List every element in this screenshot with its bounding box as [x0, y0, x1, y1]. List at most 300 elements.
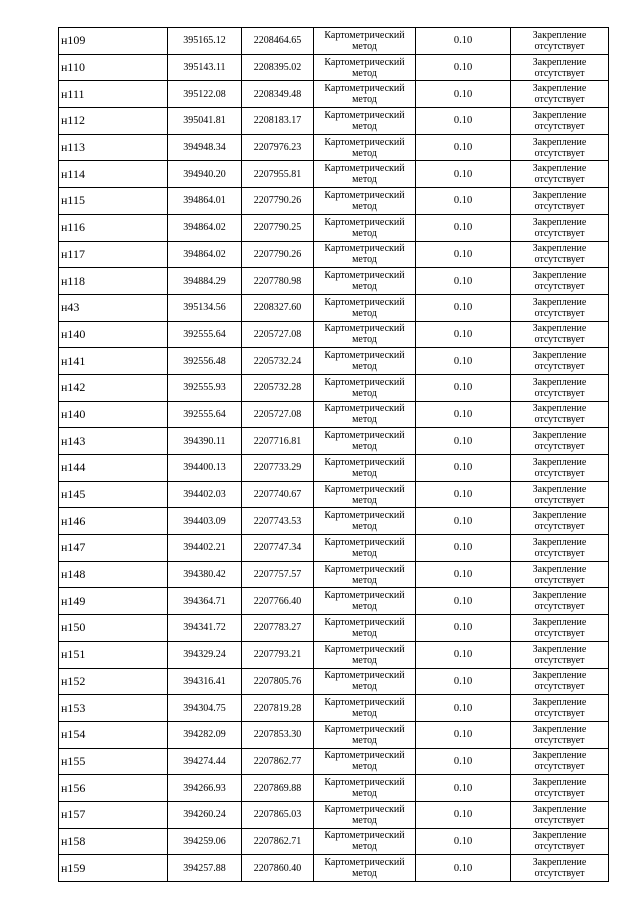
x-coordinate-cell: 394403.09 — [168, 508, 242, 535]
method-cell — [314, 588, 416, 615]
point-name-cell: н158 — [59, 828, 168, 855]
point-name-cell: н118 — [59, 268, 168, 295]
accuracy-cell: 0.10 — [416, 801, 511, 828]
x-coordinate-cell: 394940.20 — [168, 161, 242, 188]
method-cell — [314, 241, 416, 268]
method-line1: Картометрический — [324, 510, 405, 522]
method-line1: Картометрический — [324, 536, 405, 548]
x-coordinate-cell: 394884.29 — [168, 268, 242, 295]
accuracy-cell: 0.10 — [416, 81, 511, 108]
x-coordinate-cell: 394282.09 — [168, 721, 242, 748]
accuracy-cell: 0.10 — [416, 561, 511, 588]
method-cell — [314, 748, 416, 775]
accuracy-cell: 0.10 — [416, 588, 511, 615]
fixing-line1: Закрепление — [532, 723, 587, 735]
method-cell — [314, 134, 416, 161]
accuracy-cell: 0.10 — [416, 535, 511, 562]
x-coordinate-cell: 394400.13 — [168, 455, 242, 482]
table-row — [59, 481, 609, 508]
method-line2: метод — [352, 761, 377, 773]
table-row — [59, 695, 609, 722]
point-name-cell: н157 — [59, 801, 168, 828]
fixing-line1: Закрепление — [532, 376, 587, 388]
fixing-line2: отсутствует — [534, 788, 585, 800]
x-coordinate-cell: 394380.42 — [168, 561, 242, 588]
point-name-cell: н117 — [59, 241, 168, 268]
method-cell — [314, 775, 416, 802]
table-row — [59, 668, 609, 695]
accuracy-cell: 0.10 — [416, 828, 511, 855]
point-name-cell: н146 — [59, 508, 168, 535]
x-coordinate-cell: 395122.08 — [168, 81, 242, 108]
y-coordinate-cell: 2208183.17 — [242, 108, 314, 135]
table-body — [59, 28, 609, 882]
fixing-line1: Закрепление — [532, 163, 587, 175]
method-line1: Картометрический — [324, 189, 405, 201]
y-coordinate-cell: 2207869.88 — [242, 775, 314, 802]
y-coordinate-cell: 2207793.21 — [242, 641, 314, 668]
method-line1: Картометрический — [324, 163, 405, 175]
table-row — [59, 134, 609, 161]
y-coordinate-cell: 2207740.67 — [242, 481, 314, 508]
point-name-cell: н143 — [59, 428, 168, 455]
table-row — [59, 748, 609, 775]
x-coordinate-cell: 394402.21 — [168, 535, 242, 562]
x-coordinate-cell: 395165.12 — [168, 28, 242, 55]
method-line1: Картометрический — [324, 830, 405, 842]
fixing-cell — [511, 28, 609, 55]
x-coordinate-cell: 392555.64 — [168, 401, 242, 428]
method-line2: метод — [352, 868, 377, 880]
fixing-line2: отсутствует — [534, 227, 585, 239]
y-coordinate-cell: 2205727.08 — [242, 401, 314, 428]
method-cell — [314, 721, 416, 748]
fixing-line2: отсутствует — [534, 761, 585, 773]
table-row — [59, 54, 609, 81]
fixing-cell — [511, 401, 609, 428]
method-line2: метод — [352, 281, 377, 293]
method-line1: Картометрический — [324, 350, 405, 362]
point-name-cell: н114 — [59, 161, 168, 188]
fixing-line2: отсутствует — [534, 681, 585, 693]
table-row — [59, 348, 609, 375]
fixing-line2: отсутствует — [534, 494, 585, 506]
fixing-line1: Закрепление — [532, 510, 587, 522]
fixing-line1: Закрепление — [532, 83, 587, 95]
method-line2: метод — [352, 494, 377, 506]
x-coordinate-cell: 395041.81 — [168, 108, 242, 135]
fixing-cell — [511, 348, 609, 375]
table-row — [59, 401, 609, 428]
fixing-line1: Закрепление — [532, 456, 587, 468]
fixing-line1: Закрепление — [532, 670, 587, 682]
method-cell — [314, 535, 416, 562]
point-name-cell: н151 — [59, 641, 168, 668]
x-coordinate-cell: 394274.44 — [168, 748, 242, 775]
point-name-cell: н142 — [59, 374, 168, 401]
fixing-line2: отсутствует — [534, 67, 585, 79]
method-cell — [314, 455, 416, 482]
x-coordinate-cell: 394266.93 — [168, 775, 242, 802]
fixing-line1: Закрепление — [532, 697, 587, 709]
x-coordinate-cell: 392555.64 — [168, 321, 242, 348]
accuracy-cell: 0.10 — [416, 615, 511, 642]
method-line1: Картометрический — [324, 323, 405, 335]
method-line2: метод — [352, 227, 377, 239]
method-cell — [314, 428, 416, 455]
y-coordinate-cell: 2207853.30 — [242, 721, 314, 748]
x-coordinate-cell: 394316.41 — [168, 668, 242, 695]
table-row — [59, 294, 609, 321]
point-name-cell: н115 — [59, 188, 168, 215]
method-line1: Картометрический — [324, 697, 405, 709]
method-line2: метод — [352, 334, 377, 346]
method-cell — [314, 214, 416, 241]
method-cell — [314, 668, 416, 695]
x-coordinate-cell: 394259.06 — [168, 828, 242, 855]
y-coordinate-cell: 2205732.28 — [242, 374, 314, 401]
fixing-line1: Закрепление — [532, 803, 587, 815]
table-row — [59, 775, 609, 802]
method-line2: метод — [352, 307, 377, 319]
fixing-line2: отсутствует — [534, 654, 585, 666]
fixing-line2: отсутствует — [534, 547, 585, 559]
x-coordinate-cell: 394341.72 — [168, 615, 242, 642]
method-line2: метод — [352, 147, 377, 159]
table-row — [59, 161, 609, 188]
accuracy-cell: 0.10 — [416, 241, 511, 268]
fixing-line2: отсутствует — [534, 387, 585, 399]
method-line2: метод — [352, 200, 377, 212]
table-row — [59, 428, 609, 455]
method-cell — [314, 374, 416, 401]
fixing-line2: отсутствует — [534, 627, 585, 639]
method-line2: метод — [352, 841, 377, 853]
method-line1: Картометрический — [324, 376, 405, 388]
fixing-cell — [511, 268, 609, 295]
method-line1: Картометрический — [324, 56, 405, 68]
point-name-cell: н43 — [59, 294, 168, 321]
x-coordinate-cell: 394948.34 — [168, 134, 242, 161]
method-line2: метод — [352, 601, 377, 613]
fixing-cell — [511, 134, 609, 161]
y-coordinate-cell: 2207862.71 — [242, 828, 314, 855]
fixing-line2: отсутствует — [534, 281, 585, 293]
fixing-line2: отсутствует — [534, 601, 585, 613]
fixing-line1: Закрепление — [532, 643, 587, 655]
method-cell — [314, 28, 416, 55]
accuracy-cell: 0.10 — [416, 401, 511, 428]
accuracy-cell: 0.10 — [416, 668, 511, 695]
accuracy-cell: 0.10 — [416, 855, 511, 882]
y-coordinate-cell: 2207780.98 — [242, 268, 314, 295]
fixing-line2: отсутствует — [534, 841, 585, 853]
y-coordinate-cell: 2207790.26 — [242, 241, 314, 268]
point-name-cell: н149 — [59, 588, 168, 615]
fixing-cell — [511, 828, 609, 855]
point-name-cell: н154 — [59, 721, 168, 748]
y-coordinate-cell: 2207805.76 — [242, 668, 314, 695]
fixing-line2: отсутствует — [534, 254, 585, 266]
method-line1: Картометрический — [324, 430, 405, 442]
table-row — [59, 81, 609, 108]
method-cell — [314, 401, 416, 428]
method-cell — [314, 161, 416, 188]
fixing-line1: Закрепление — [532, 857, 587, 869]
fixing-cell — [511, 801, 609, 828]
y-coordinate-cell: 2208395.02 — [242, 54, 314, 81]
fixing-cell — [511, 695, 609, 722]
table-row — [59, 561, 609, 588]
accuracy-cell: 0.10 — [416, 481, 511, 508]
accuracy-cell: 0.10 — [416, 188, 511, 215]
y-coordinate-cell: 2207862.77 — [242, 748, 314, 775]
fixing-cell — [511, 81, 609, 108]
accuracy-cell: 0.10 — [416, 348, 511, 375]
method-line2: метод — [352, 174, 377, 186]
table-row — [59, 641, 609, 668]
table-row — [59, 321, 609, 348]
fixing-line2: отсутствует — [534, 521, 585, 533]
y-coordinate-cell: 2207747.34 — [242, 535, 314, 562]
fixing-cell — [511, 641, 609, 668]
fixing-line2: отсутствует — [534, 734, 585, 746]
accuracy-cell: 0.10 — [416, 161, 511, 188]
coordinates-table — [58, 27, 609, 882]
method-line2: метод — [352, 94, 377, 106]
y-coordinate-cell: 2207716.81 — [242, 428, 314, 455]
point-name-cell: н153 — [59, 695, 168, 722]
table-row — [59, 535, 609, 562]
point-name-cell: н116 — [59, 214, 168, 241]
fixing-line2: отсутствует — [534, 120, 585, 132]
point-name-cell: н155 — [59, 748, 168, 775]
fixing-line1: Закрепление — [532, 136, 587, 148]
fixing-cell — [511, 188, 609, 215]
fixing-line1: Закрепление — [532, 350, 587, 362]
fixing-line1: Закрепление — [532, 536, 587, 548]
accuracy-cell: 0.10 — [416, 214, 511, 241]
point-name-cell: н147 — [59, 535, 168, 562]
fixing-line1: Закрепление — [532, 777, 587, 789]
method-line2: метод — [352, 547, 377, 559]
fixing-cell — [511, 668, 609, 695]
point-name-cell: н145 — [59, 481, 168, 508]
method-line2: метод — [352, 120, 377, 132]
table-row — [59, 588, 609, 615]
fixing-line1: Закрепление — [532, 296, 587, 308]
fixing-cell — [511, 294, 609, 321]
table-row — [59, 801, 609, 828]
method-line1: Картометрический — [324, 136, 405, 148]
method-line2: метод — [352, 788, 377, 800]
accuracy-cell: 0.10 — [416, 134, 511, 161]
method-line1: Картометрический — [324, 643, 405, 655]
fixing-line2: отсутствует — [534, 708, 585, 720]
fixing-line2: отсутствует — [534, 868, 585, 880]
point-name-cell: н113 — [59, 134, 168, 161]
method-line1: Картометрический — [324, 456, 405, 468]
fixing-cell — [511, 775, 609, 802]
method-cell — [314, 508, 416, 535]
fixing-cell — [511, 455, 609, 482]
method-cell — [314, 108, 416, 135]
table-row — [59, 855, 609, 882]
method-line1: Картометрический — [324, 723, 405, 735]
y-coordinate-cell: 2207860.40 — [242, 855, 314, 882]
method-line2: метод — [352, 467, 377, 479]
accuracy-cell: 0.10 — [416, 455, 511, 482]
method-line1: Картометрический — [324, 403, 405, 415]
fixing-line1: Закрепление — [532, 323, 587, 335]
method-cell — [314, 54, 416, 81]
x-coordinate-cell: 394390.11 — [168, 428, 242, 455]
x-coordinate-cell: 394864.02 — [168, 214, 242, 241]
method-line2: метод — [352, 654, 377, 666]
fixing-line2: отсутствует — [534, 574, 585, 586]
method-line2: метод — [352, 521, 377, 533]
method-line1: Картометрический — [324, 270, 405, 282]
accuracy-cell: 0.10 — [416, 721, 511, 748]
y-coordinate-cell: 2205727.08 — [242, 321, 314, 348]
fixing-cell — [511, 855, 609, 882]
method-line1: Картометрический — [324, 590, 405, 602]
fixing-line1: Закрепление — [532, 189, 587, 201]
method-cell — [314, 695, 416, 722]
point-name-cell: н140 — [59, 401, 168, 428]
fixing-line1: Закрепление — [532, 590, 587, 602]
table-row — [59, 508, 609, 535]
fixing-line1: Закрепление — [532, 243, 587, 255]
fixing-line2: отсутствует — [534, 94, 585, 106]
table-row — [59, 615, 609, 642]
y-coordinate-cell: 2208464.65 — [242, 28, 314, 55]
fixing-cell — [511, 535, 609, 562]
method-cell — [314, 641, 416, 668]
method-cell — [314, 855, 416, 882]
accuracy-cell: 0.10 — [416, 268, 511, 295]
fixing-line1: Закрепление — [532, 216, 587, 228]
y-coordinate-cell: 2207757.57 — [242, 561, 314, 588]
method-line1: Картометрический — [324, 616, 405, 628]
fixing-line2: отсутствует — [534, 334, 585, 346]
fixing-line1: Закрепление — [532, 616, 587, 628]
fixing-line2: отсутствует — [534, 361, 585, 373]
accuracy-cell: 0.10 — [416, 294, 511, 321]
x-coordinate-cell: 394402.03 — [168, 481, 242, 508]
fixing-cell — [511, 108, 609, 135]
fixing-cell — [511, 54, 609, 81]
point-name-cell: н144 — [59, 455, 168, 482]
accuracy-cell: 0.10 — [416, 108, 511, 135]
method-line2: метод — [352, 387, 377, 399]
fixing-line2: отсутствует — [534, 814, 585, 826]
fixing-cell — [511, 561, 609, 588]
y-coordinate-cell: 2207743.53 — [242, 508, 314, 535]
accuracy-cell: 0.10 — [416, 28, 511, 55]
fixing-line1: Закрепление — [532, 750, 587, 762]
fixing-line2: отсутствует — [534, 414, 585, 426]
method-line2: метод — [352, 67, 377, 79]
y-coordinate-cell: 2207733.29 — [242, 455, 314, 482]
point-name-cell: н140 — [59, 321, 168, 348]
fixing-line1: Закрепление — [532, 270, 587, 282]
fixing-cell — [511, 161, 609, 188]
method-line2: метод — [352, 627, 377, 639]
fixing-line1: Закрепление — [532, 403, 587, 415]
fixing-line1: Закрепление — [532, 56, 587, 68]
point-name-cell: н112 — [59, 108, 168, 135]
point-name-cell: н141 — [59, 348, 168, 375]
x-coordinate-cell: 394257.88 — [168, 855, 242, 882]
y-coordinate-cell: 2207865.03 — [242, 801, 314, 828]
fixing-cell — [511, 428, 609, 455]
point-name-cell: н109 — [59, 28, 168, 55]
fixing-line2: отсутствует — [534, 200, 585, 212]
method-cell — [314, 481, 416, 508]
y-coordinate-cell: 2207976.23 — [242, 134, 314, 161]
x-coordinate-cell: 394304.75 — [168, 695, 242, 722]
fixing-line2: отсутствует — [534, 441, 585, 453]
accuracy-cell: 0.10 — [416, 508, 511, 535]
x-coordinate-cell: 395134.56 — [168, 294, 242, 321]
y-coordinate-cell: 2207783.27 — [242, 615, 314, 642]
fixing-line1: Закрепление — [532, 563, 587, 575]
accuracy-cell: 0.10 — [416, 748, 511, 775]
method-line1: Картометрический — [324, 777, 405, 789]
x-coordinate-cell: 392555.93 — [168, 374, 242, 401]
method-cell — [314, 321, 416, 348]
method-line2: метод — [352, 708, 377, 720]
table-row — [59, 268, 609, 295]
method-cell — [314, 294, 416, 321]
method-line1: Картометрический — [324, 803, 405, 815]
method-cell — [314, 828, 416, 855]
method-line2: метод — [352, 734, 377, 746]
method-line1: Картометрический — [324, 857, 405, 869]
table-row — [59, 828, 609, 855]
point-name-cell: н156 — [59, 775, 168, 802]
method-line1: Картометрический — [324, 243, 405, 255]
x-coordinate-cell: 394864.02 — [168, 241, 242, 268]
accuracy-cell: 0.10 — [416, 641, 511, 668]
table-row — [59, 28, 609, 55]
method-cell — [314, 348, 416, 375]
method-line1: Картометрический — [324, 109, 405, 121]
table-row — [59, 188, 609, 215]
method-line1: Картометрический — [324, 750, 405, 762]
method-line1: Картометрический — [324, 483, 405, 495]
method-line1: Картометрический — [324, 216, 405, 228]
x-coordinate-cell: 394260.24 — [168, 801, 242, 828]
table-row — [59, 374, 609, 401]
point-name-cell: н110 — [59, 54, 168, 81]
x-coordinate-cell: 392556.48 — [168, 348, 242, 375]
method-line1: Картометрический — [324, 563, 405, 575]
table-row — [59, 214, 609, 241]
accuracy-cell: 0.10 — [416, 695, 511, 722]
table-row — [59, 108, 609, 135]
y-coordinate-cell: 2207955.81 — [242, 161, 314, 188]
fixing-cell — [511, 214, 609, 241]
point-name-cell: н159 — [59, 855, 168, 882]
accuracy-cell: 0.10 — [416, 775, 511, 802]
accuracy-cell: 0.10 — [416, 321, 511, 348]
x-coordinate-cell: 395143.11 — [168, 54, 242, 81]
fixing-cell — [511, 508, 609, 535]
method-line2: метод — [352, 414, 377, 426]
point-name-cell: н152 — [59, 668, 168, 695]
